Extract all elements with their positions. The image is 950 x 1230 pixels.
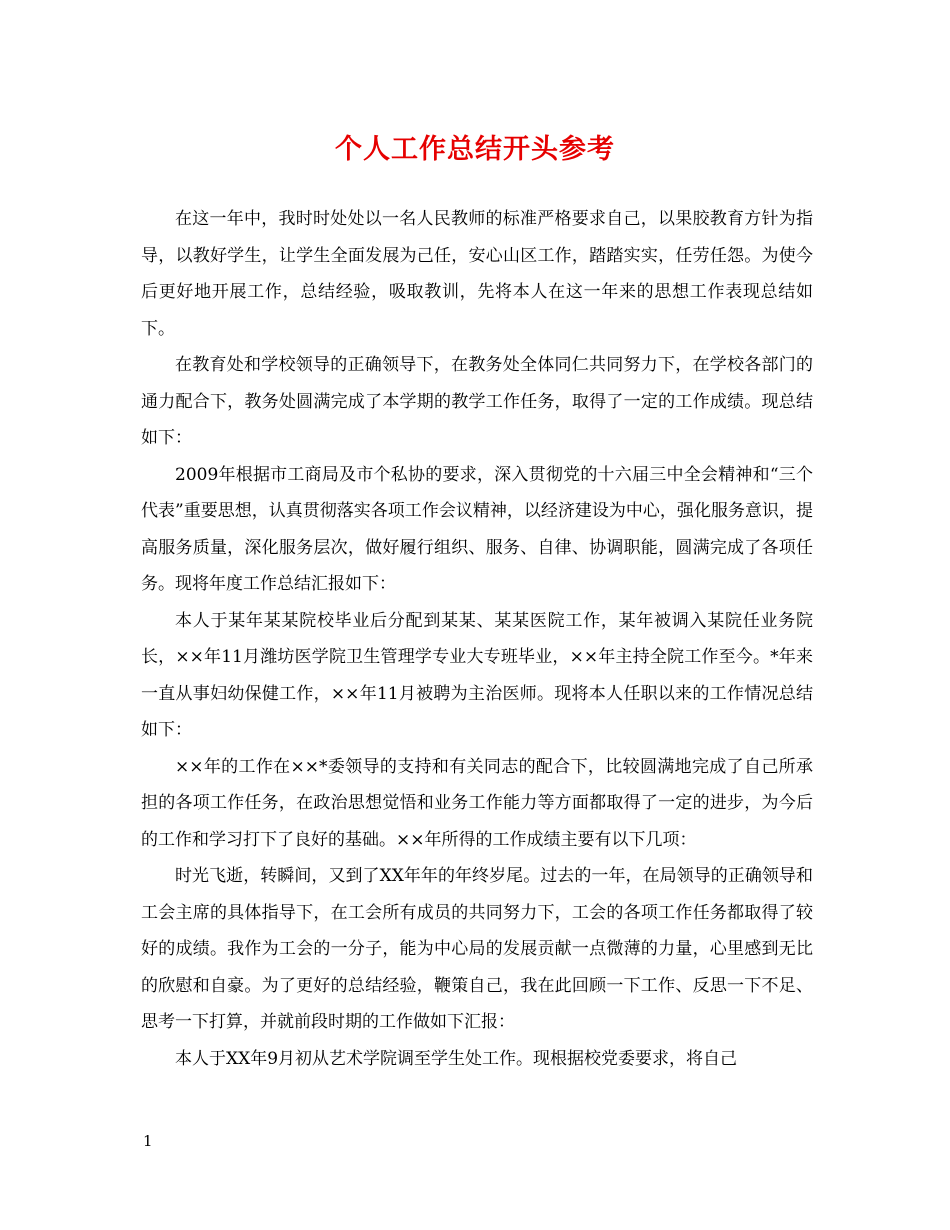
document-title: 个人工作总结开头参考 [335, 134, 615, 165]
document-body [141, 201, 813, 1077]
paragraph: ××年的工作在××*委领导的支持和有关同志的配合下，比较圆满地完成了自己所承担的各项工作任务，在政治思想觉悟和业务工作能力等方面都取得了一定的进步，为今后的工作和学习打下了良好的基础。××年所得的工作成绩主要有以下几项： [141, 756, 813, 850]
paragraph: 本人于XX年9月初从艺术学院调至学生处工作。现根据校党委要求，将自己 [175, 1048, 738, 1069]
paragraph: 在这一年中，我时时处处以一名人民教师的标准严格要求自己，以果胶教育方针为指导，以教好学生，让学生全面发展为己任，安心山区工作，踏踏实实，任劳任怨。为使今后更好地开展工作，总结经验，吸取教训，先将本人在这一年来的思想工作表现总结如下。 [141, 209, 813, 339]
paragraph: 2009年根据市工商局及市个私协的要求，深入贯彻党的十六届三中全会精神和“三个代表”重要思想，认真贯彻落实各项工作会议精神，以经济建设为中心，强化服务意识，提高服务质量，深化服务层次，做好履行组织、服务、自律、协调职能，圆满完成了各项任务。现将年度工作总结汇报如下： [141, 464, 813, 594]
paragraph: 本人于某年某某院校毕业后分配到某某、某某医院工作，某年被调入某院任业务院长，××年11月潍坊医学院卫生管理学专业大专班毕业，××年主持全院工作至今。*年来一直从事妇幼保健工作，××年11月被聘为主治医师。现将本人任职以来的工作情况总结如下： [141, 610, 813, 740]
page-number: 1 [143, 1132, 153, 1150]
paragraph: 时光飞逝，转瞬间，又到了XX年年的年终岁尾。过去的一年，在局领导的正确领导和工会主席的具体指导下，在工会所有成员的共同努力下，工会的各项工作任务都取得了较好的成绩。我作为工会的一分子，能为中心局的发展贡献一点微薄的力量，心里感到无比的欣慰和自豪。为了更好的总结经验，鞭策自己，我在此回顾一下工作、反思一下不足、思考一下打算，并就前段时期的工作做如下汇报： [141, 866, 813, 1032]
paragraph: 在教育处和学校领导的正确领导下，在教务处全体同仁共同努力下，在学校各部门的通力配合下，教务处圆满完成了本学期的教学工作任务，取得了一定的工作成绩。现总结如下： [141, 355, 813, 448]
